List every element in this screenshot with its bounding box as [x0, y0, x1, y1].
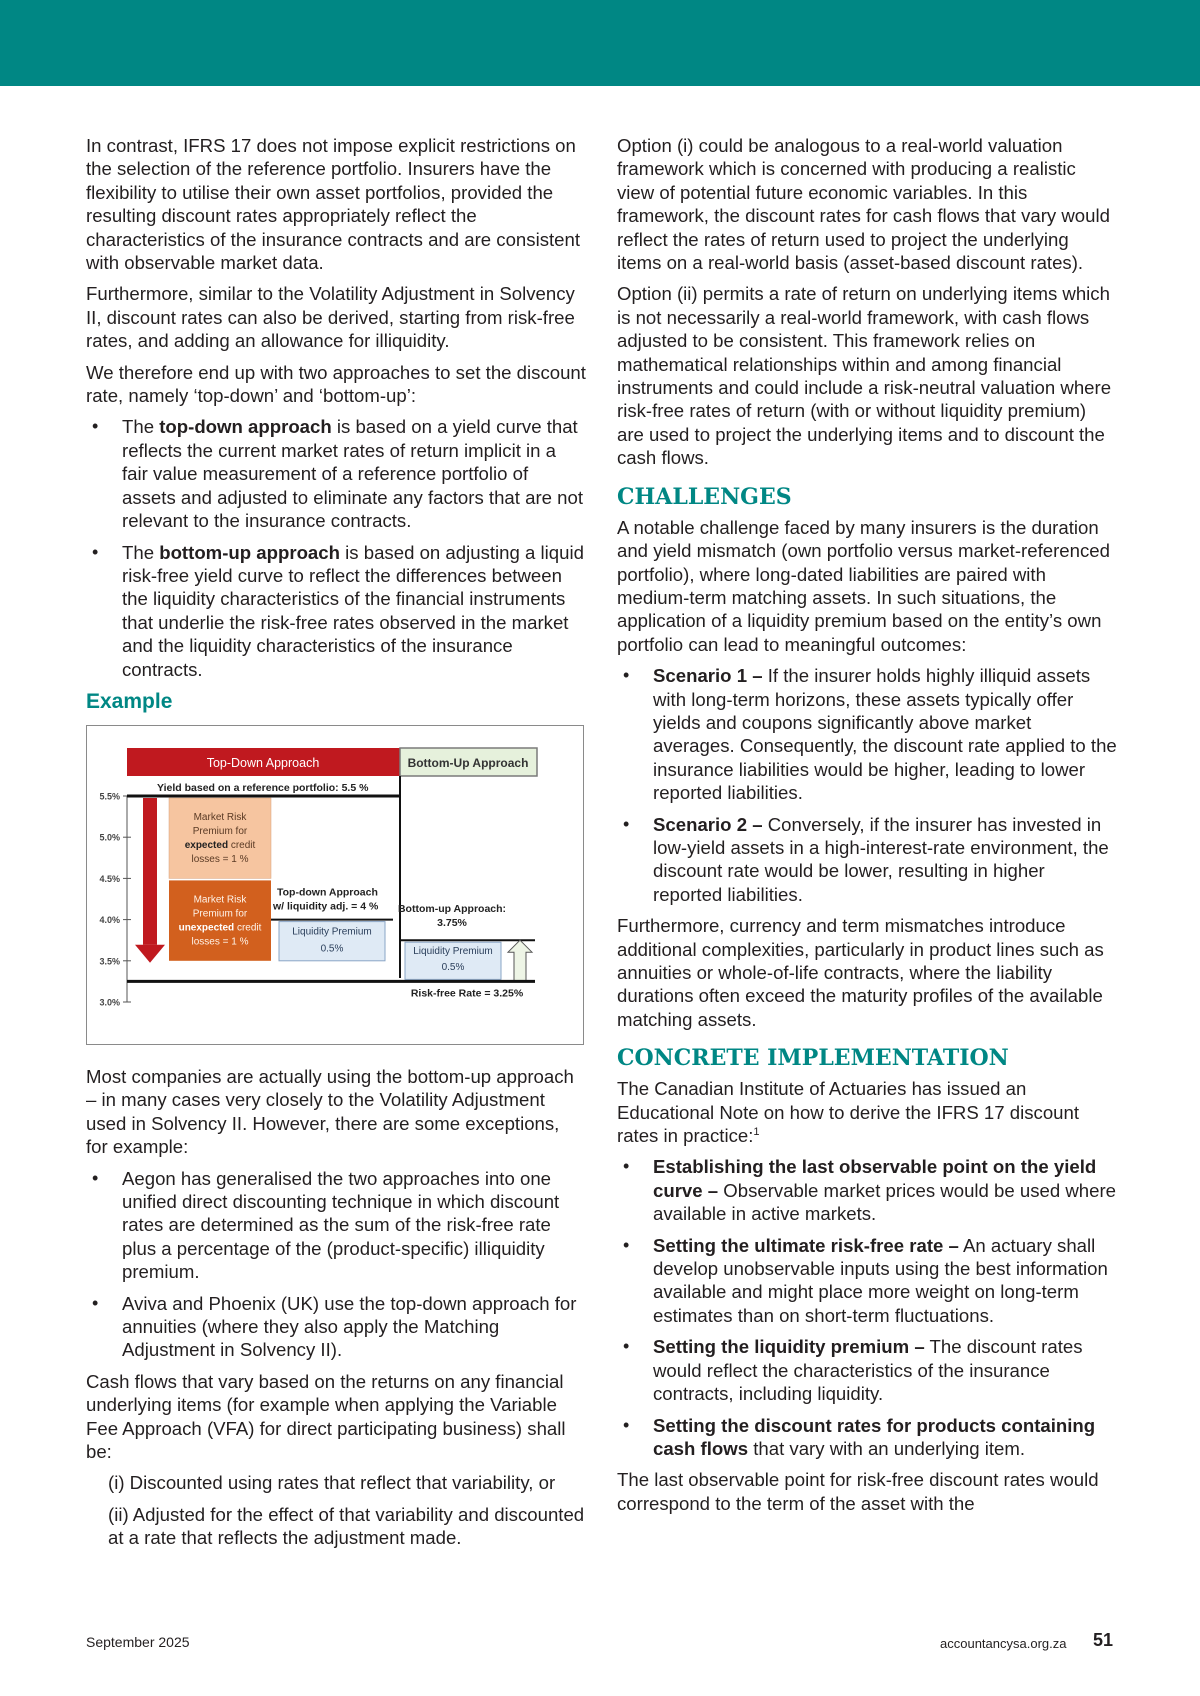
bottomup-result-label: Bottom-up Approach:	[397, 903, 507, 916]
list-item: • Setting the liquidity premium – The discount rates would reflect the characteristics of the insurance contracts, including liquidity.	[617, 1335, 1117, 1405]
bottomup-header-label: Bottom-Up Approach	[407, 755, 529, 770]
list-item: • The top-down approach is based on a yield curve that reflects the current market rates of return implicit in a fair value measurement of a reference portfolio of assets and adjusted to eliminate any factors that are not relevant to the insurance contracts.	[86, 415, 586, 532]
example-heading: Example	[86, 689, 173, 713]
footnote-ref: 1	[753, 1125, 760, 1138]
paragraph: A notable challenge faced by many insurers is the duration and yield mismatch (own portfolio versus market-referenced portfolio), where long-dated liabilities are paired with medium-term matching assets. In such situations, the application of a liquidity premium based on the entity’s own portfolio can lead to meaningful outcomes:	[617, 516, 1110, 655]
topdown-liquidity-label: Liquidity Premium	[292, 926, 372, 938]
step-title: Setting the discount rates for products containing cash flows	[653, 1414, 1096, 1459]
paragraph: We therefore end up with two approaches to set the discount rate, namely ‘top-down’ and ‘bottom-up’:	[86, 361, 586, 407]
y-tick-label: 4.0%	[99, 915, 120, 926]
segment-label-line: Market Risk	[193, 894, 247, 906]
y-tick-label: 5.0%	[99, 832, 120, 843]
option-item: (ii) Adjusted for the effect of that variability and discounted at a rate that reflects the adjustment made.	[108, 1503, 585, 1549]
topdown-header-label: Top-Down Approach	[206, 755, 320, 770]
y-ticks	[99, 791, 131, 1007]
term-bold: bottom-up approach	[159, 541, 340, 563]
topdown-arrow-shaft	[143, 798, 157, 945]
bottomup-result-value: 3.75%	[437, 917, 467, 930]
bottomup-up-arrow	[508, 940, 532, 981]
paragraph: Furthermore, currency and term mismatches introduce additional complexities, particularly in product lines such as annuities or whole-of-life contracts, where the liability durations often exceed the maturity profiles of the available matching assets.	[617, 915, 1104, 1030]
discount-rate-chart	[86, 725, 584, 1045]
segment-label-line: Premium for	[192, 826, 248, 838]
segment-label-line: unexpected credit	[178, 922, 262, 934]
unexpected-losses-segment	[169, 880, 271, 960]
paragraph: Option (ii) permits a rate of return on underlying items which is not necessarily a real-world framework, with cash flows adjusted to be consistent. This framework relies on mathematical relationships within and among financial instruments and could include a risk-neutral valuation where risk-free rates of return (with or without liquidity premium) are used to project the underlying items and to discount the cash flows.	[617, 283, 1112, 469]
paragraph: Cash flows that vary based on the returns on any financial underlying items (for example when applying the Variable Fee Approach (VFA) for direct participating business) shall be:	[86, 1370, 566, 1463]
list-item: • Establishing the last observable point on the yield curve – Observable market prices would be used where available in active markets.	[617, 1155, 1117, 1225]
segment-label-line: expected credit	[184, 840, 256, 852]
list-item: • The bottom-up approach is based on adjusting a liquid risk-free yield curve to reflect the differences between the liquidity characteristics of the financial instruments that underlie the risk-free rates observed in the market and the liquidity characteristics of the insurance contracts.	[86, 541, 586, 681]
footer-site-link[interactable]: accountancysa.org.za	[940, 1636, 1067, 1651]
topdown-arrow-head	[135, 945, 165, 963]
paragraph: In contrast, IFRS 17 does not impose explicit restrictions on the selection of the reference portfolio. Insurers have the flexibility to utilise their own asset portfolios, provided the resulting discount rates appropriately reflect the characteristics of the insurance contracts and are consistent with observable market data.	[86, 135, 581, 274]
paragraph: The Canadian Institute of Actuaries has issued an Educational Note on how to derive the IFRS 17 discount rates in practice:$^1$	[617, 1078, 1080, 1147]
implementation-list	[617, 1155, 1117, 1460]
challenges-heading: CHALLENGES	[617, 483, 792, 510]
segment-label-bold: unexpected	[178, 922, 235, 934]
list-item: • Setting the discount rates for products containing cash flows that vary with an underlying item.	[617, 1414, 1117, 1461]
y-tick-label: 3.5%	[99, 956, 120, 967]
segment-label-line: losses = 1 %	[191, 854, 249, 866]
step-title: Establishing the last observable point on the yield curve –	[653, 1156, 1097, 1201]
page-number: 51	[1093, 1630, 1114, 1650]
option-item: (i) Discounted using rates that reflect that variability, or	[108, 1472, 556, 1494]
y-tick-label: 5.5%	[99, 791, 120, 802]
step-title: Setting the liquidity premium –	[653, 1336, 925, 1358]
topdown-liquidity-value: 0.5%	[320, 943, 344, 955]
risk-free-label: Risk-free Rate = 3.25%	[410, 987, 524, 1000]
header-band	[0, 0, 1200, 86]
segment-label-bold: expected	[184, 840, 229, 852]
bottomup-liquidity-label: Liquidity Premium	[413, 946, 493, 958]
paragraph: The last observable point for risk-free discount rates would correspond to the term of the asset with the	[617, 1469, 1099, 1514]
list-item: • Setting the ultimate risk-free rate – An actuary shall develop unobservable inputs using the best information available and might place more weight on long-term estimates than on short-term fluctuations.	[617, 1234, 1117, 1328]
exceptions-list	[86, 1167, 586, 1362]
right-column	[617, 134, 1117, 1523]
step-title: Setting the ultimate risk-free rate –	[653, 1234, 959, 1256]
left-column	[86, 134, 586, 1558]
approaches-list	[86, 415, 586, 680]
paragraph: Most companies are actually using the bottom-up approach – in many cases very closely to the Volatility Adjustment used in Solvency II. However, there are some exceptions, for example:	[86, 1065, 574, 1158]
list-item: • Scenario 2 – Conversely, if the insurer has invested in low-yield assets in a high-interest-rate environment, the discount rate would be lower, resulting in higher reported liabilities.	[617, 813, 1117, 907]
scenario-list	[617, 664, 1117, 906]
list-item: • Scenario 1 – If the insurer holds highly illiquid assets with long-term horizons, these assets typically offer yields and coupons significantly above market averages. Consequently, the discount rate applied to the insurance liabilities would be higher, leading to lower reported liabilities.	[617, 664, 1117, 804]
implementation-heading: CONCRETE IMPLEMENTATION	[617, 1045, 1009, 1072]
list-item: • Aviva and Phoenix (UK) use the top-down approach for annuities (where they also apply the Matching Adjustment in Solvency II).	[86, 1292, 586, 1362]
expected-losses-segment	[169, 798, 271, 878]
y-tick-label: 3.0%	[99, 997, 120, 1008]
chart-svg	[87, 726, 583, 1044]
scenario-title: Scenario 1 –	[653, 665, 763, 687]
paragraph: Option (i) could be analogous to a real-world valuation framework which is concerned with producing a realistic view of potential future economic variables. In this framework, the discount rates for cash flows that vary would reflect the rates of return used to project the underlying items on a real-world basis (asset-based discount rates).	[617, 135, 1110, 274]
scenario-title: Scenario 2 –	[653, 813, 763, 835]
bottomup-liquidity-value: 0.5%	[441, 962, 465, 974]
segment-label-line: Premium for	[192, 908, 248, 920]
reference-yield-label: Yield based on a reference portfolio: 5.5 %	[157, 781, 369, 794]
term-bold: top-down approach	[159, 416, 332, 438]
footer-date: September 2025	[86, 1634, 190, 1650]
segment-label-line: losses = 1 %	[191, 936, 249, 948]
segment-label-line: Market Risk	[193, 812, 247, 824]
y-tick-label: 4.5%	[99, 873, 120, 884]
topdown-result-value: w/ liquidity adj. = 4 %	[273, 900, 379, 913]
paragraph: Furthermore, similar to the Volatility Adjustment in Solvency II, discount rates can also be derived, starting from risk-free rates, and adding an allowance for illiquidity.	[86, 283, 575, 352]
topdown-result-label: Top-down Approach	[277, 886, 378, 899]
list-item: • Aegon has generalised the two approaches into one unified direct discounting technique in which discount rates are determined as the sum of the risk-free rate plus a percentage of the (product-specific) illiquidity premium.	[86, 1167, 586, 1284]
